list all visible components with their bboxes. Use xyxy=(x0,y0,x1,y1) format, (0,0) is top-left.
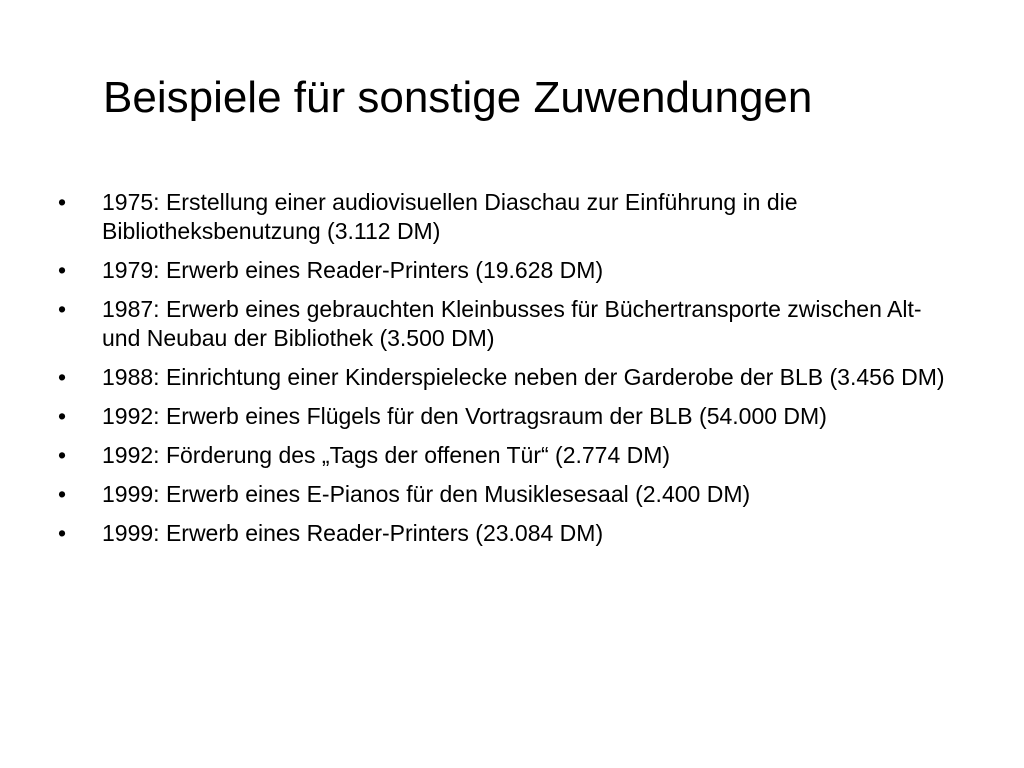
bullet-item xyxy=(58,256,958,285)
bullet-item xyxy=(58,295,958,353)
bullet-item xyxy=(58,480,958,509)
bullet-item xyxy=(58,363,958,392)
bullet-dot: • xyxy=(58,481,67,507)
bullet-dot: • xyxy=(58,403,67,429)
bullet-item xyxy=(58,519,958,548)
bullet-item xyxy=(58,441,958,470)
slide-title: Beispiele für sonstige Zuwendungen xyxy=(103,73,813,122)
bullet-text: 1975: Erstellung einer audiovisuellen Diaschau zur Einführung in die Bibliotheksbenutzung (3.112 DM) xyxy=(102,189,798,244)
bullet-text: 1988: Einrichtung einer Kinderspielecke neben der Garderobe der BLB (3.456 DM) xyxy=(102,364,945,390)
bullet-text: 1987: Erwerb eines gebrauchten Kleinbusses für Büchertransporte zwischen Alt- und Neubau der Bibliothek (3.500 DM) xyxy=(102,296,922,351)
bullet-list xyxy=(58,188,958,558)
bullet-item xyxy=(58,402,958,431)
bullet-item xyxy=(58,188,958,246)
bullet-dot: • xyxy=(58,520,67,546)
bullet-text: 1999: Erwerb eines E-Pianos für den Musiklesesaal (2.400 DM) xyxy=(102,481,751,507)
bullet-dot: • xyxy=(58,296,67,322)
bullet-dot: • xyxy=(58,364,67,390)
bullet-dot: • xyxy=(58,189,67,215)
bullet-text: 1979: Erwerb eines Reader-Printers (19.628 DM) xyxy=(102,257,604,283)
bullet-text: 1999: Erwerb eines Reader-Printers (23.084 DM) xyxy=(102,520,604,546)
bullet-text: 1992: Erwerb eines Flügels für den Vortragsraum der BLB (54.000 DM) xyxy=(102,403,827,429)
bullet-text: 1992: Förderung des „Tags der offenen Tür“ (2.774 DM) xyxy=(102,442,671,468)
bullet-dot: • xyxy=(58,442,67,468)
bullet-dot: • xyxy=(58,257,67,283)
